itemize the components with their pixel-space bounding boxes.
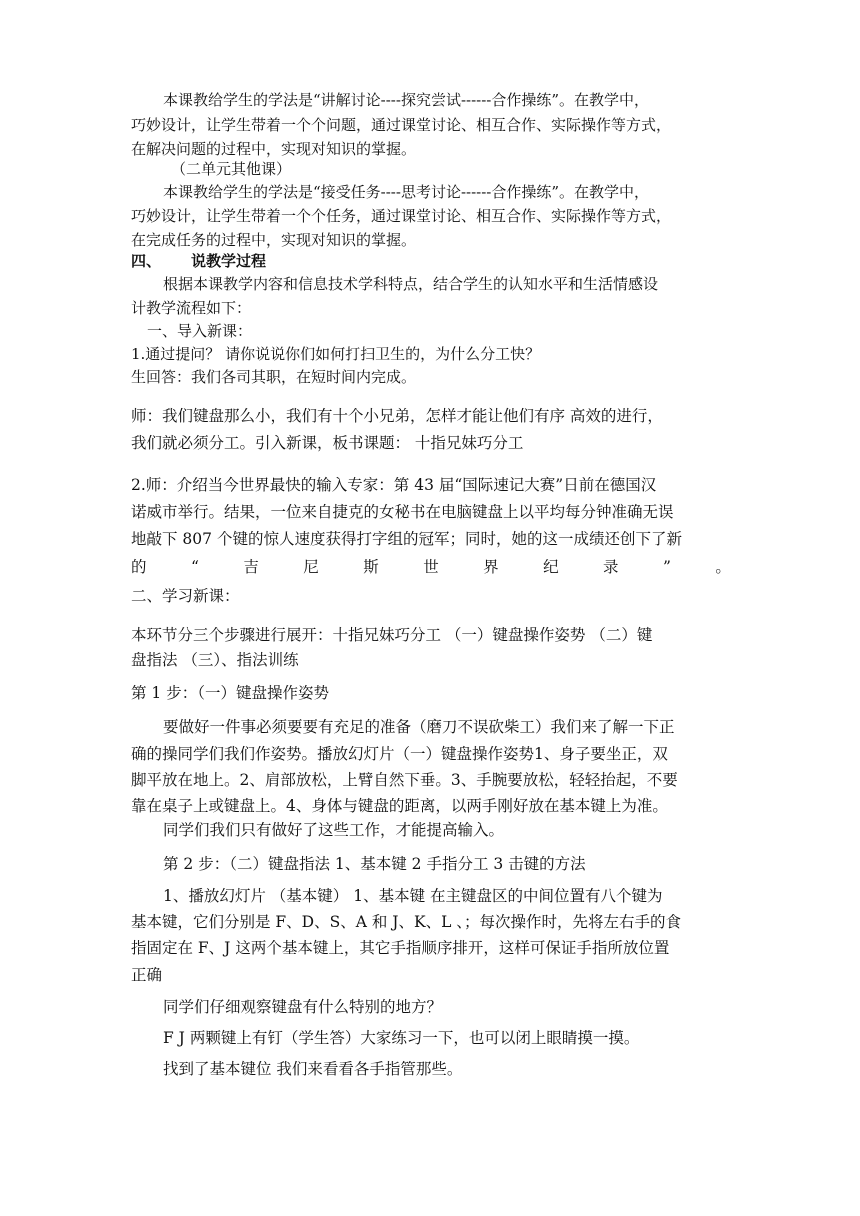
paragraph-line: 确的操同学们我们作姿势。播放幻灯片（一）键盘操作姿势1、身子要坐正，双	[131, 745, 668, 763]
paragraph-line: 找到了基本键位 我们来看看各手指管那些。	[163, 1060, 463, 1078]
paragraph-line: 巧妙设计，让学生带着一个个任务，通过课堂讨论、相互合作、实际操作等方式，	[131, 207, 672, 225]
paragraph-line: 脚平放在地上。2、肩部放松，上臂自然下垂。3、手腕要放松，轻轻抬起，不要	[131, 771, 678, 789]
paragraph-line: 本课教给学生的学法是“讲解讨论----探究尝试------合作操练”。在教学中，	[163, 91, 650, 109]
paragraph-line: 诺威市举行。结果，一位来自捷克的女秘书在电脑键盘上以平均每分钟准确无误	[131, 503, 674, 521]
paragraph-line: 本课教给学生的学法是“接受任务----思考讨论------合作操练”。在教学中，	[163, 183, 650, 201]
paragraph-line: 师：我们键盘那么小，我们有十个小兄弟，怎样才能让他们有序 高效的进行，	[131, 407, 663, 425]
section-heading-4	[131, 250, 266, 272]
paragraph-line: 我们就必须分工。引入新课，板书课题： 十指兄妹巧分工	[131, 434, 524, 452]
paragraph-line: 在解决问题的过程中，实现对知识的掌握。	[131, 140, 417, 158]
paragraph-line: 基本键，它们分别是 F、D、S、A 和 J、K、L 、；每次操作时，先将左右手的食	[131, 913, 682, 931]
justified-line: 的 “ 吉 尼 斯 世 界 纪 录 ” 。	[131, 558, 731, 576]
paragraph-line: 指固定在 F、J 这两个基本键上，其它手指顺序排开，这样可保证手指所放位置	[131, 939, 670, 957]
paragraph-line: 根据本课教学内容和信息技术学科特点，结合学生的认知水平和生活情感设	[163, 275, 659, 293]
heading-number: 四、	[131, 252, 162, 270]
part-heading: 一、导入新课：	[147, 322, 253, 340]
part-heading: 二、学习新课：	[131, 587, 240, 605]
paragraph-line: 正确	[131, 966, 163, 984]
paragraph-line: 地敲下 807 个键的惊人速度获得打字组的冠军；同时，她的这一成绩还创下了新	[131, 530, 682, 548]
section-subtitle: （二单元其他课）	[171, 160, 292, 178]
step-heading: 第 2 步：（二）键盘指法 1、基本键 2 手指分工 3 击键的方法	[163, 855, 586, 873]
paragraph-line: 靠在桌子上或键盘上。4、身体与键盘的距离，以两手刚好放在基本键上为准。	[131, 797, 668, 815]
paragraph-line: 2.师：介绍当今世界最快的输入专家：第 43 届“国际速记大赛”日前在德国汉	[131, 476, 657, 494]
paragraph-line: 同学们我们只有做好了这些工作，才能提高输入。	[163, 821, 505, 839]
paragraph-line: 1.通过提问？ 请你说说你们如何打扫卫生的，为什么分工快？	[131, 345, 541, 363]
heading-text: 说教学过程	[191, 252, 267, 270]
paragraph-line: 要做好一件事必须要要有充足的准备（磨刀不误砍柴工）我们来了解一下正	[163, 718, 675, 736]
paragraph-line: 盘指法 （三）、指法训练	[131, 651, 299, 669]
paragraph-line: 巧妙设计，让学生带着一个个问题，通过课堂讨论、相互合作、实际操作等方式，	[131, 116, 672, 134]
paragraph-line: 同学们仔细观察键盘有什么特别的地方？	[163, 998, 443, 1016]
paragraph-line: 本环节分三个步骤进行展开：十指兄妹巧分工 （一）键盘操作姿势 （二）键	[131, 626, 653, 644]
paragraph-line: 1、播放幻灯片 （基本键） 1、基本键 在主键盘区的中间位置有八个键为	[163, 887, 663, 905]
paragraph-line: 生回答：我们各司其职，在短时间内完成。	[131, 368, 417, 386]
paragraph-line: 在完成任务的过程中，实现对知识的掌握。	[131, 231, 417, 249]
step-heading: 第 1 步：（一）键盘操作姿势	[131, 684, 329, 702]
paragraph-line: 计教学流程如下：	[131, 299, 252, 317]
paragraph-line: F J 两颗键上有钉（学生答）大家练习一下，也可以闭上眼睛摸一摸。	[163, 1029, 640, 1047]
